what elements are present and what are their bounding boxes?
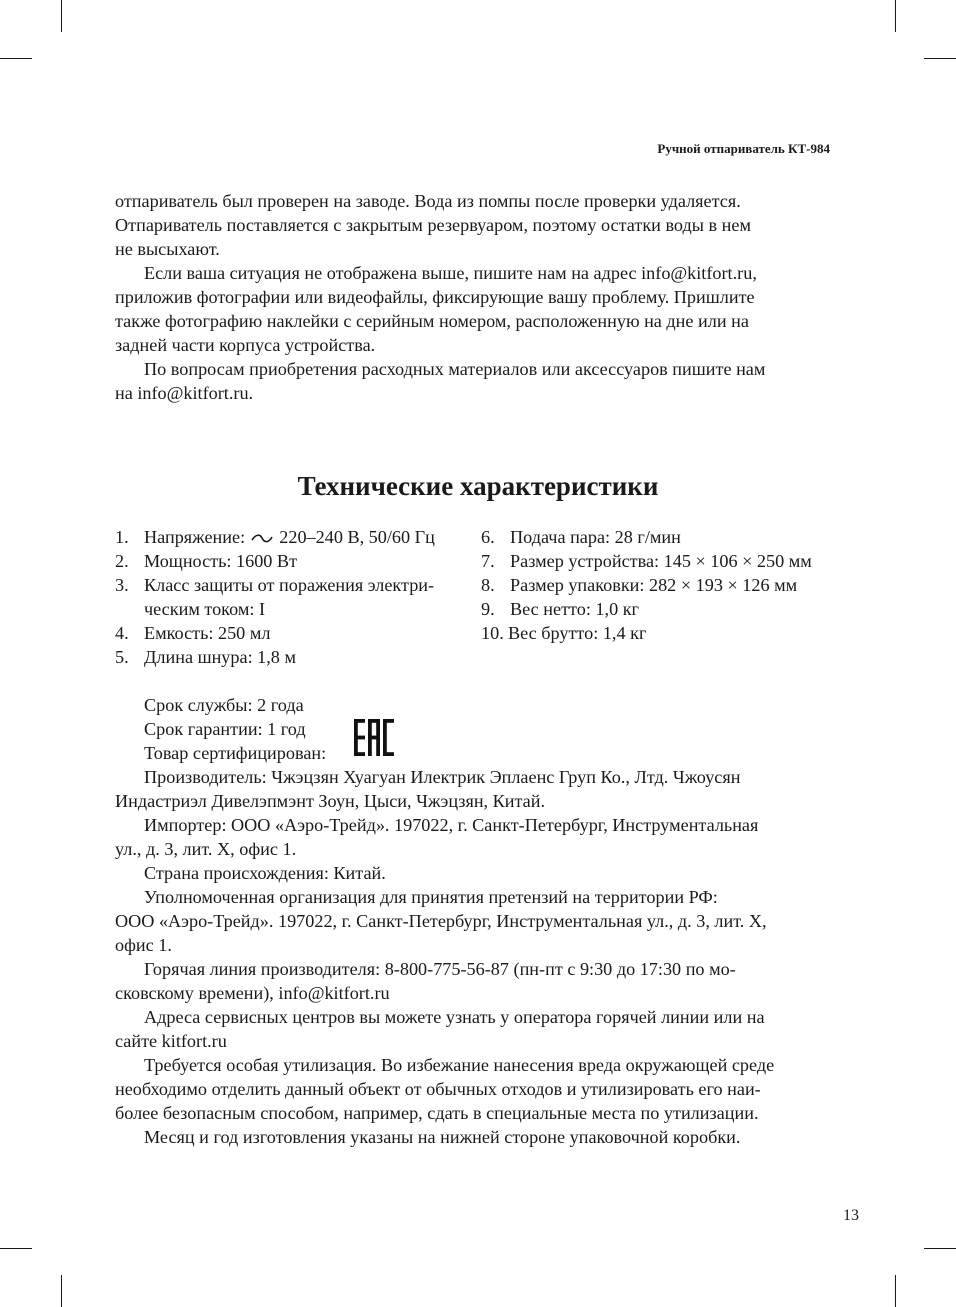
body-line: ул., д. 3, лит. Х, офис 1. [115,839,297,859]
intro-line: не высыхают. [115,239,220,259]
spec-number: 5. [115,647,129,667]
crop-mark [61,0,62,32]
body-line: Месяц и год изготовления указаны на нижней стороне упаковочной коробки. [144,1127,741,1147]
spec-item [115,525,465,549]
spec-number: 3. [115,575,129,595]
spec-text: Размер упаковки: 282 × 193 × 126 мм [510,575,798,595]
crop-mark [0,1248,32,1249]
running-header: Ручной отпариватель КТ-984 [657,141,830,156]
body-line: офис 1. [115,935,172,955]
certified-label: Товар сертифицирован: [144,743,327,763]
intro-line: на info@kitfort.ru. [115,383,254,403]
spec-number: 4. [115,623,129,643]
intro-line: задней части корпуса устройства. [115,335,376,355]
spec-text: Длина шнура: 1,8 м [144,647,296,667]
intro-line: Если ваша ситуация не отображена выше, пишите нам на адрес info@kitfort.ru, [144,263,757,283]
spec-text: Вес нетто: 1,0 кг [510,599,640,619]
spec-item [115,549,465,573]
spec-label: Напряжение: [144,527,246,547]
intro-line: также фотографию наклейки с серийным номером, расположенную на дне или на [115,311,749,331]
page-number: 13 [843,1207,859,1224]
spec-item [115,597,465,621]
crop-mark [61,1275,62,1307]
crop-mark [895,1275,896,1307]
spec-text: Подача пара: 28 г/мин [510,527,681,547]
specs-heading: Технические характеристики [297,471,659,501]
intro-line: приложив фотографии или видеофайлы, фиксирующие вашу проблему. Пришлите [115,287,755,307]
crop-mark [924,58,956,59]
warranty: Срок гарантии: 1 год [144,719,306,739]
spec-value: 220–240 В, 50/60 Гц [279,527,435,547]
spec-item [481,525,861,549]
spec-text: Класс защиты от поражения электри- [144,575,435,595]
spec-number: 9. [481,599,495,619]
spec-number: 6. [481,527,495,547]
body-line: Импортер: ООО «Аэро-Трейд». 197022, г. Санкт-Петербург, Инструментальная [144,815,759,835]
body-line: Требуется особая утилизация. Во избежание нанесения вреда окружающей среде [144,1055,775,1075]
body-line: Производитель: Чжэцзян Хуагуан Илектрик Эплаенс Груп Ко., Лтд. Чжоусян [144,767,741,787]
spec-number: 10. [481,623,504,643]
spec-item [481,621,861,645]
body-line: Индастриэл Дивелэпмэнт Зоун, Цыси, Чжэцзян, Китай. [115,791,546,811]
body-line: Адреса сервисных центров вы можете узнать у оператора горячей линии или на [144,1007,765,1027]
body-line: сковскому времени), info@kitfort.ru [115,983,390,1003]
spec-text: Размер устройства: 145 × 106 × 250 мм [510,551,812,571]
spec-number: 1. [115,527,129,547]
spec-text: Емкость: 250 мл [144,623,271,643]
spec-item [115,621,465,645]
intro-line: отпариватель был проверен на заводе. Вода из помпы после проверки удаляется. [115,191,741,211]
body-line: необходимо отделить данный объект от обычных отходов и утилизировать его наи- [115,1079,761,1099]
spec-number: 8. [481,575,495,595]
body-line: Горячая линия производителя: 8-800-775-56-87 (пн-пт с 9:30 до 17:30 по мо- [144,959,736,979]
eac-certification-icon [353,717,395,759]
spec-item [115,573,465,597]
body-line: Страна происхождения: Китай. [144,863,386,883]
crop-mark [895,0,896,32]
alternating-current-icon [251,534,273,544]
spec-text: ческим током: I [144,599,265,619]
spec-text: Вес брутто: 1,4 кг [508,623,647,643]
body-line: сайте kitfort.ru [115,1031,227,1051]
spec-item [481,597,861,621]
service-life: Срок службы: 2 года [144,695,304,715]
spec-item [115,645,465,669]
intro-line: Отпариватель поставляется с закрытым резервуаром, поэтому остатки воды в нем [115,215,751,235]
body-line: более безопасным способом, например, сдать в специальные места по утилизации. [115,1103,759,1123]
spec-item [481,573,861,597]
spec-number: 7. [481,551,495,571]
crop-mark [924,1248,956,1249]
spec-number: 2. [115,551,129,571]
crop-mark [0,58,32,59]
intro-line: По вопросам приобретения расходных материалов или аксессуаров пишите нам [144,359,766,379]
spec-item [481,549,861,573]
body-line: Уполномоченная организация для принятия претензий на территории РФ: [144,887,718,907]
spec-text: Мощность: 1600 Вт [144,551,298,571]
body-line: ООО «Аэро-Трейд». 197022, г. Санкт-Петербург, Инструментальная ул., д. 3, лит. Х, [115,911,767,931]
